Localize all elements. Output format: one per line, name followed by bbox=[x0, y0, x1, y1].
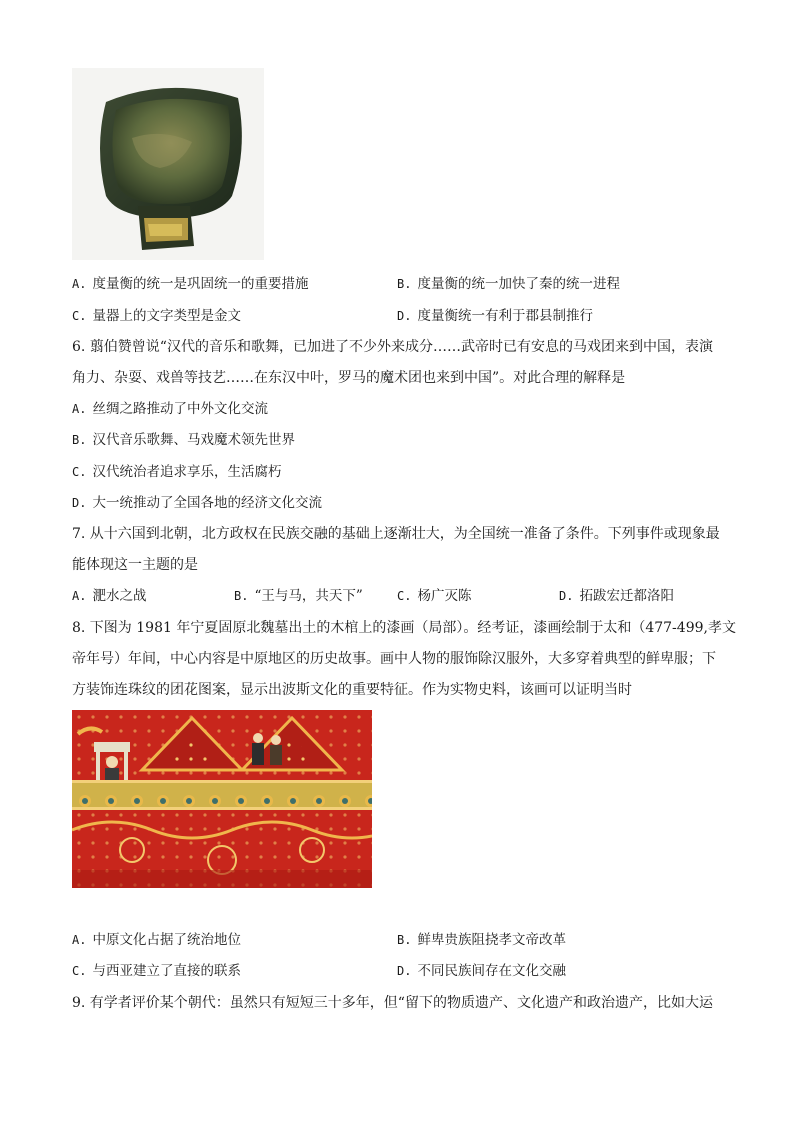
q7-stem-line-2: 能体现这一主题的是 bbox=[72, 557, 198, 573]
q5-option-d[interactable]: D. 度量衡统一有利于郡县制推行 bbox=[397, 308, 593, 324]
q7-option-a[interactable]: A. 淝水之战 bbox=[72, 588, 147, 604]
q8-stem-line-2: 帝年号）年间，中心内容是中原地区的历史故事。画中人物的服饰除汉服外，大多穿着典型的鲜卑服；下 bbox=[72, 651, 716, 667]
bronze-measure-figure bbox=[72, 68, 264, 260]
q9-stem-line-1: 9. 有学者评价某个朝代：虽然只有短短三十多年，但“留下的物质遗产、文化遗产和政治遗产，比如大运 bbox=[72, 995, 713, 1011]
q5-option-b[interactable]: B. 度量衡的统一加快了秦的统一进程 bbox=[397, 276, 620, 292]
bronze-measure-illustration bbox=[72, 68, 264, 260]
q6-stem-line-1: 6. 翦伯赞曾说“汉代的音乐和歌舞，已加进了不少外来成分……武帝时已有安息的马戏团来到中国，表演 bbox=[72, 339, 713, 355]
q6-option-b[interactable]: B. 汉代音乐歌舞、马戏魔术领先世界 bbox=[72, 432, 295, 448]
q7-stem-line-1: 7. 从十六国到北朝，北方政权在民族交融的基础上逐渐壮大，为全国统一准备了条件。下列事件或现象最 bbox=[72, 526, 720, 542]
q6-option-d[interactable]: D. 大一统推动了全国各地的经济文化交流 bbox=[72, 495, 322, 511]
lacquer-painting-illustration bbox=[72, 710, 372, 888]
q5-option-a[interactable]: A. 度量衡的统一是巩固统一的重要措施 bbox=[72, 276, 309, 292]
q6-option-a[interactable]: A. 丝绸之路推动了中外文化交流 bbox=[72, 401, 268, 417]
q5-option-c[interactable]: C. 量器上的文字类型是金文 bbox=[72, 308, 241, 324]
q8-option-c[interactable]: C. 与西亚建立了直接的联系 bbox=[72, 963, 241, 979]
q8-stem-line-1: 8. 下图为 1981 年宁夏固原北魏墓出土的木棺上的漆画（局部）。经考证，漆画绘制于太和（477-499,孝文 bbox=[72, 620, 736, 636]
q8-option-b[interactable]: B. 鲜卑贵族阻挠孝文帝改革 bbox=[397, 932, 566, 948]
lacquer-painting-figure bbox=[72, 710, 372, 888]
q8-option-a[interactable]: A. 中原文化占据了统治地位 bbox=[72, 932, 241, 948]
q6-stem-line-2: 角力、杂耍、戏兽等技艺……在东汉中叶，罗马的魔术团也来到中国”。对此合理的解释是 bbox=[72, 370, 626, 386]
q8-option-d[interactable]: D. 不同民族间存在文化交融 bbox=[397, 963, 566, 979]
q6-option-c[interactable]: C. 汉代统治者追求享乐，生活腐朽 bbox=[72, 464, 282, 480]
q7-option-c[interactable]: C. 杨广灭陈 bbox=[397, 588, 472, 604]
q7-option-d[interactable]: D. 拓跋宏迁都洛阳 bbox=[559, 588, 674, 604]
q7-option-b[interactable]: B. “王与马，共天下” bbox=[234, 588, 363, 604]
q8-stem-line-3: 方装饰连珠纹的团花图案，显示出波斯文化的重要特征。作为实物史料，该画可以证明当时 bbox=[72, 682, 632, 698]
